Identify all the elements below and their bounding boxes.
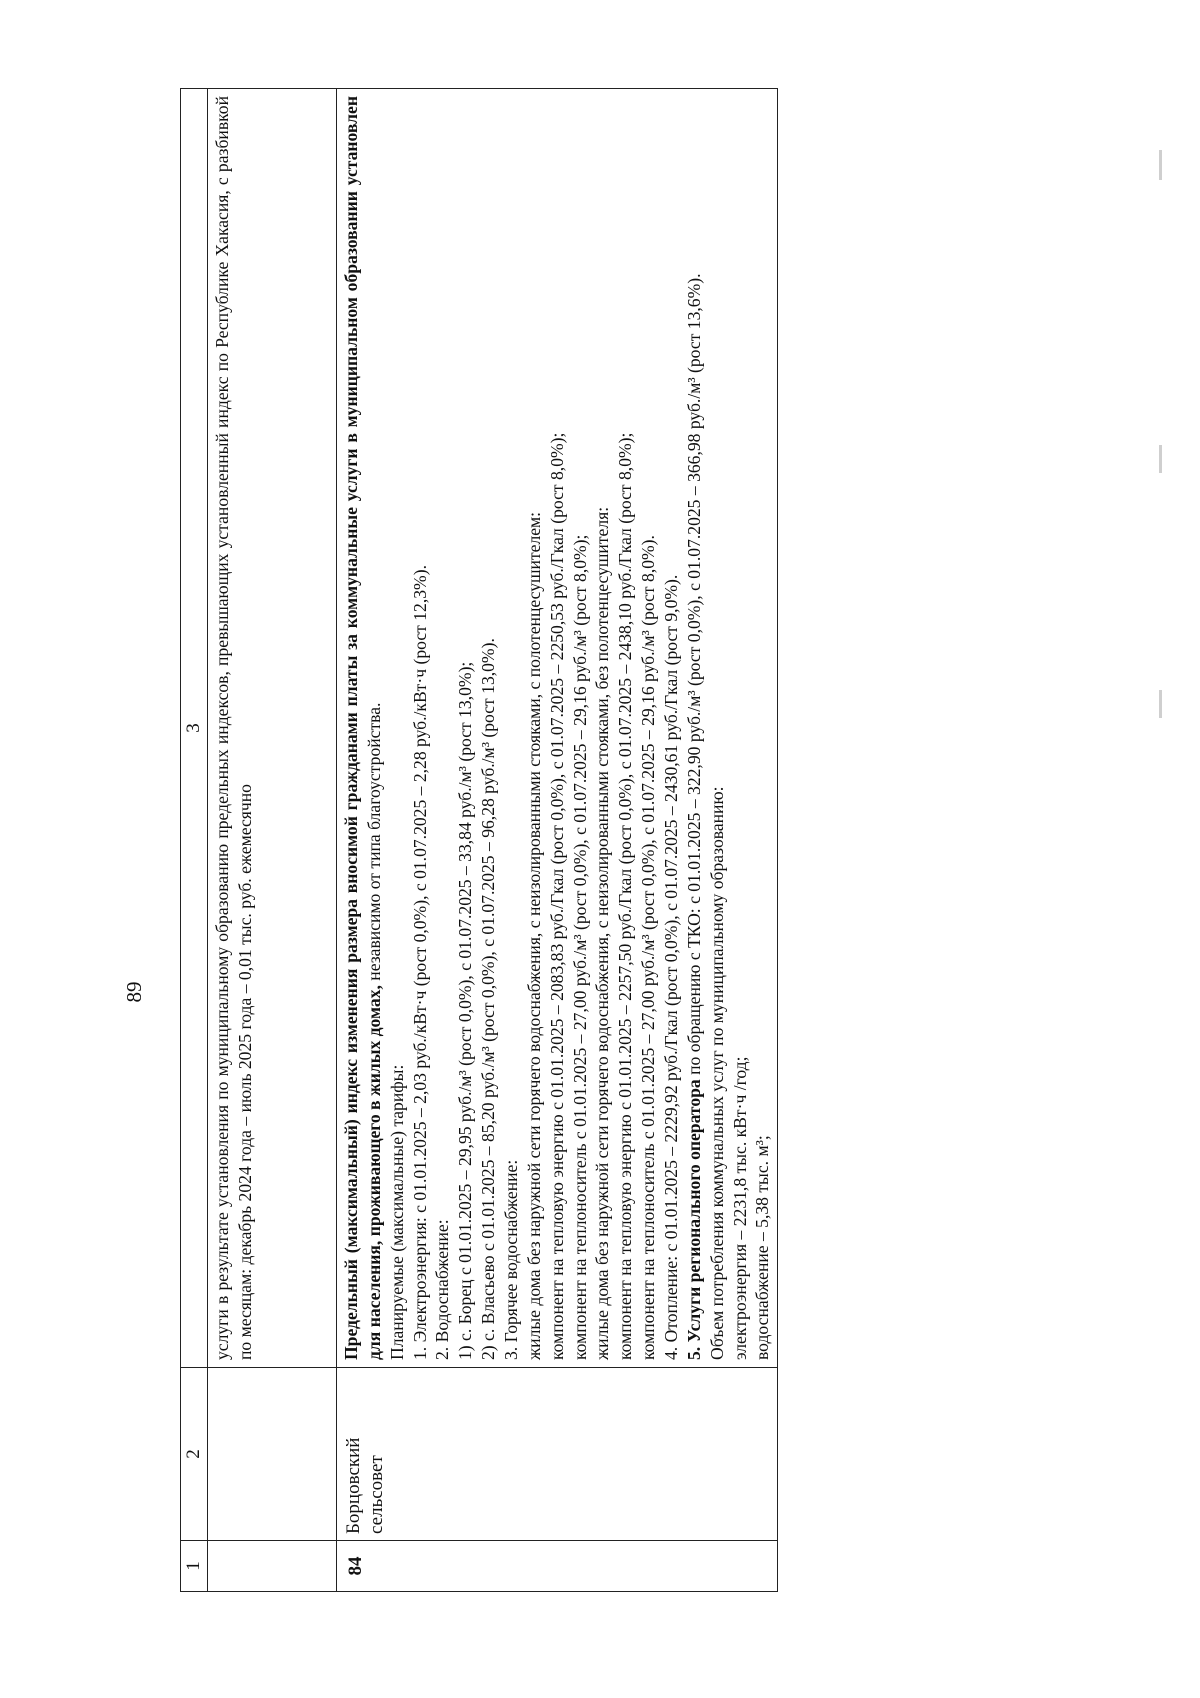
intro-rest: независимо от типа благоустройства. (363, 702, 384, 986)
text-line: 2) с. Власьево с 01.01.2025 – 85,20 руб./м³ (рост 0,0%), с 01.07.2025 – 96,28 руб./м³ (рост 13,0%). (478, 638, 499, 1360)
tko-rest: по обращению с ТКО: с 01.01.2025 – 322,90 руб./м³ (рост 0,0%), с 01.07.2025 – 366,98 руб./м³ (рост 13,6%). (683, 273, 704, 1080)
table-row-continuation (208, 89, 337, 1592)
rotated-content (122, 96, 1060, 1592)
row-number: 84 (337, 1541, 778, 1592)
text-line: Планируемые (максимальные) тарифы: (386, 1064, 407, 1360)
header-col-1: 1 (181, 1541, 208, 1592)
row-description (337, 89, 778, 1368)
text-line: жилые дома без наружной сети горячего водоснабжения, с неизолированными стояками, с полотенцесушителем: (523, 511, 544, 1360)
text-line: услуги в результате установления по муниципальному образованию предельных индексов, превышающих установленный индекс по Республике Хакасия, с разбивкой по месяцам: декабрь 2024 года – июль 2025 года – 0,01 тыс. руб. ежемесячно (212, 96, 255, 1360)
intro-paragraph (340, 96, 386, 1360)
text-line: 3. Горячее водоснабжение: (501, 1159, 522, 1360)
tko-bold: 5. Услуги регионального оператора (683, 1079, 704, 1360)
text-line: водоснабжение – 5,38 тыс. м³; (752, 1135, 773, 1360)
scan-artifact (1159, 445, 1162, 473)
text-line: жилые дома без наружной сети горячего водоснабжения, с неизолированными стояками, без полотенцесушителя: (592, 506, 613, 1360)
text-line: 1. Электроэнергия: с 01.01.2025 – 2,03 руб./кВт·ч (рост 0,0%), с 01.07.2025 – 2,28 руб./кВт·ч (рост 12,3%). (409, 565, 430, 1360)
text-line: компонент на теплоноситель с 01.01.2025 – 27,00 руб./м³ (рост 0,0%), с 01.07.2025 – 29,16 руб./м³ (рост 8,0%). (638, 535, 659, 1360)
tariff-table (180, 88, 778, 1592)
text-line: 1) с. Борец с 01.01.2025 – 29,95 руб./м³ (рост 0,0%), с 01.07.2025 – 33,84 руб./м³ (рост 13,0%); (455, 661, 476, 1360)
table-header-row (181, 89, 208, 1592)
scan-artifact (1159, 690, 1162, 718)
page-number: 89 (122, 981, 146, 1003)
row-number (208, 1541, 337, 1592)
header-col-3: 3 (181, 89, 208, 1368)
table-row-84 (337, 89, 778, 1592)
text-line: электроэнергия – 2231,8 тыс. кВт·ч /год; (729, 1056, 750, 1360)
text-line: 2. Водоснабжение: (432, 1219, 453, 1360)
scan-artifact (1159, 150, 1162, 180)
row-description (208, 89, 337, 1368)
intro-bold: Предельный (максимальный) индекс изменения размера вносимой гражданами платы за коммунальные услуги в муниципальном образовании установлен для населения, проживающего в жилых домах, (341, 96, 384, 1360)
tko-paragraph (683, 96, 706, 1360)
municipality-name (208, 1368, 337, 1541)
text-line: компонент на тепловую энергию с 01.01.2025 – 2083,83 руб./Гкал (рост 0,0%), с 01.07.2025 – 2250,53 руб./Гкал (рост 8,0%); (546, 432, 567, 1360)
text-line: компонент на теплоноситель с 01.01.2025 – 27,00 руб./м³ (рост 0,0%), с 01.07.2025 – 29,16 руб./м³ (рост 8,0%); (569, 534, 590, 1360)
header-col-2: 2 (181, 1368, 208, 1541)
text-line: 4. Отопление: с 01.01.2025 – 2229,92 руб./Гкал (рост 0,0%), с 01.07.2025 – 2430,61 руб./Гкал (рост 9,0%). (661, 574, 682, 1360)
text-line: Объем потребления коммунальных услуг по муниципальному образованию: (706, 786, 727, 1360)
text-line: компонент на тепловую энергию с 01.01.2025 – 2257,50 руб./Гкал (рост 0,0%), с 01.07.2025 – 2438,10 руб./Гкал (рост 8,0%); (615, 432, 636, 1360)
municipality-name: Борцовский сельсовет (337, 1368, 778, 1541)
